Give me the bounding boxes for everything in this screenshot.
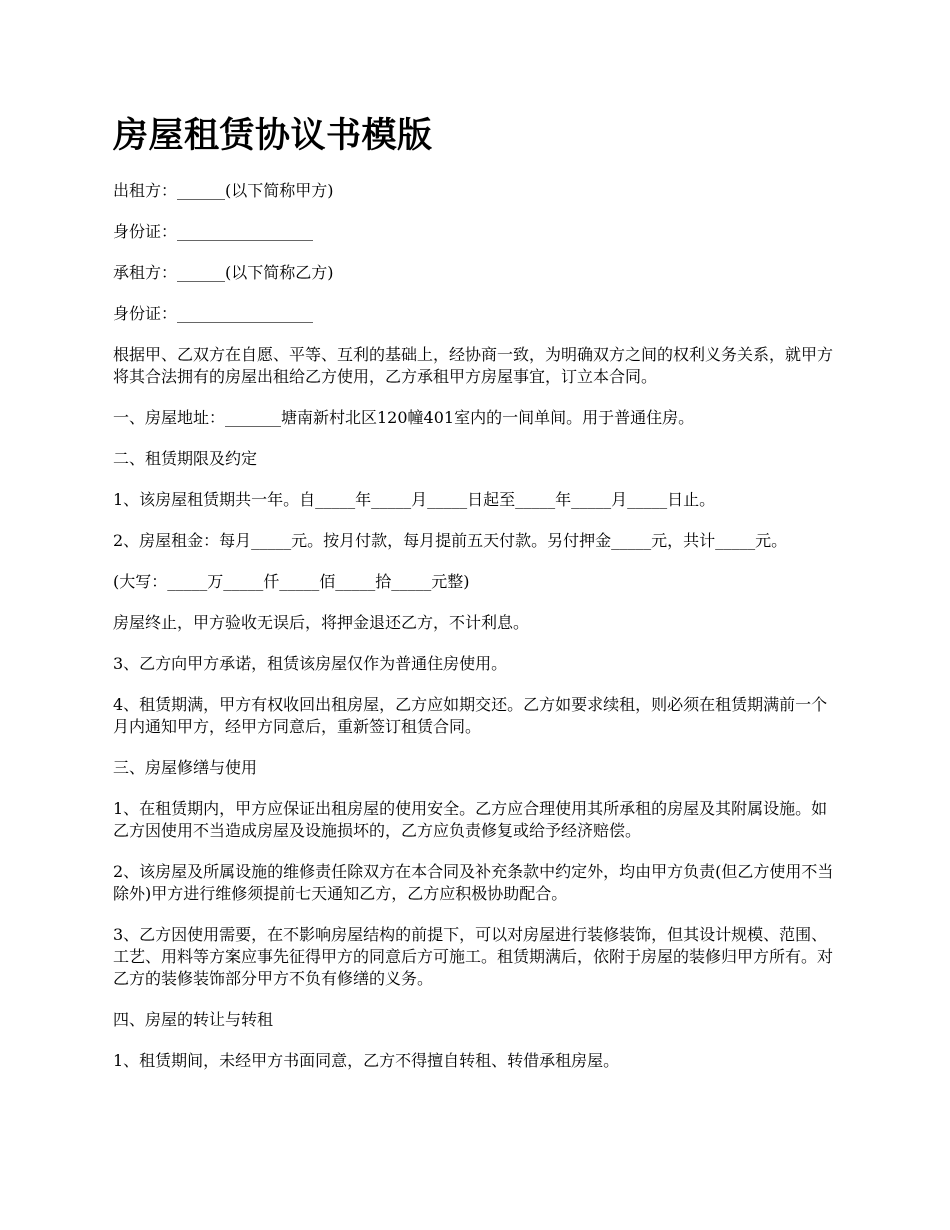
clause-4-1-sublet: 1、租赁期间，未经甲方书面同意，乙方不得擅自转租、转借承租房屋。 xyxy=(113,1051,620,1070)
rent-in-words: (大写：_____万_____仟_____佰_____拾_____元整) xyxy=(113,572,470,591)
document-title: 房屋租赁协议书模版 xyxy=(113,115,433,156)
clause-2-3-usage: 3、乙方向甲方承诺，租赁该房屋仅作为普通住房使用。 xyxy=(113,654,508,673)
lessee-id-line: 身份证：_________________ xyxy=(113,304,314,323)
deposit-refund-paragraph: 房屋终止，甲方验收无误后，将押金退还乙方，不计利息。 xyxy=(113,613,530,632)
section-4-heading: 四、房屋的转让与转租 xyxy=(113,1010,274,1029)
section-2-heading: 二、租赁期限及约定 xyxy=(113,449,258,468)
section-3-heading: 三、房屋修缮与使用 xyxy=(113,758,258,777)
lessor-line: 出租方：______(以下简称甲方) xyxy=(113,181,334,200)
clause-2-4-renewal: 4、租赁期满，甲方有权收回出租房屋，乙方应如期交还。乙方如要求续租，则必须在租赁期满前一个月内通知甲方，经甲方同意后，重新签订租赁合同。 xyxy=(113,695,828,736)
clause-3-1-safety: 1、在租赁期内，甲方应保证出租房屋的使用安全。乙方应合理使用其所承租的房屋及其附属设施。如乙方因使用不当造成房屋及设施损坏的，乙方应负责修复或给予经济赔偿。 xyxy=(113,799,828,840)
clause-3-3-decoration: 3、乙方因使用需要，在不影响房屋结构的前提下，可以对房屋进行装修装饰，但其设计规模、范围、工艺、用料等方案应事先征得甲方的同意后方可施工。租赁期满后，依附于房屋的装修归甲方所有。对乙方的装修装饰部分甲方不负有修缮的义务。 xyxy=(113,925,834,988)
lessee-line: 承租方：______(以下简称乙方) xyxy=(113,263,334,282)
clause-2-1-term: 1、该房屋租赁期共一年。自_____年_____月_____日起至_____年_____月_____日止。 xyxy=(113,490,716,509)
document-page xyxy=(113,112,843,1091)
clause-3-2-maintenance: 2、该房屋及所属设施的维修责任除双方在本合同及补充条款中约定外，均由甲方负责(但乙方使用不当除外)甲方进行维修须提前七天通知乙方，乙方应积极协助配合。 xyxy=(113,862,834,903)
section-1-address: 一、房屋地址：_______塘南新村北区120幢401室内的一间单间。用于普通住房。 xyxy=(113,408,695,427)
lessor-id-line: 身份证：_________________ xyxy=(113,222,314,241)
preamble-paragraph: 根据甲、乙双方在自愿、平等、互利的基础上，经协商一致，为明确双方之间的权利义务关系，就甲方将其合法拥有的房屋出租给乙方使用，乙方承租甲方房屋事宜，订立本合同。 xyxy=(113,345,834,386)
clause-2-2-rent: 2、房屋租金：每月_____元。按月付款，每月提前五天付款。另付押金_____元，共计_____元。 xyxy=(113,531,788,550)
